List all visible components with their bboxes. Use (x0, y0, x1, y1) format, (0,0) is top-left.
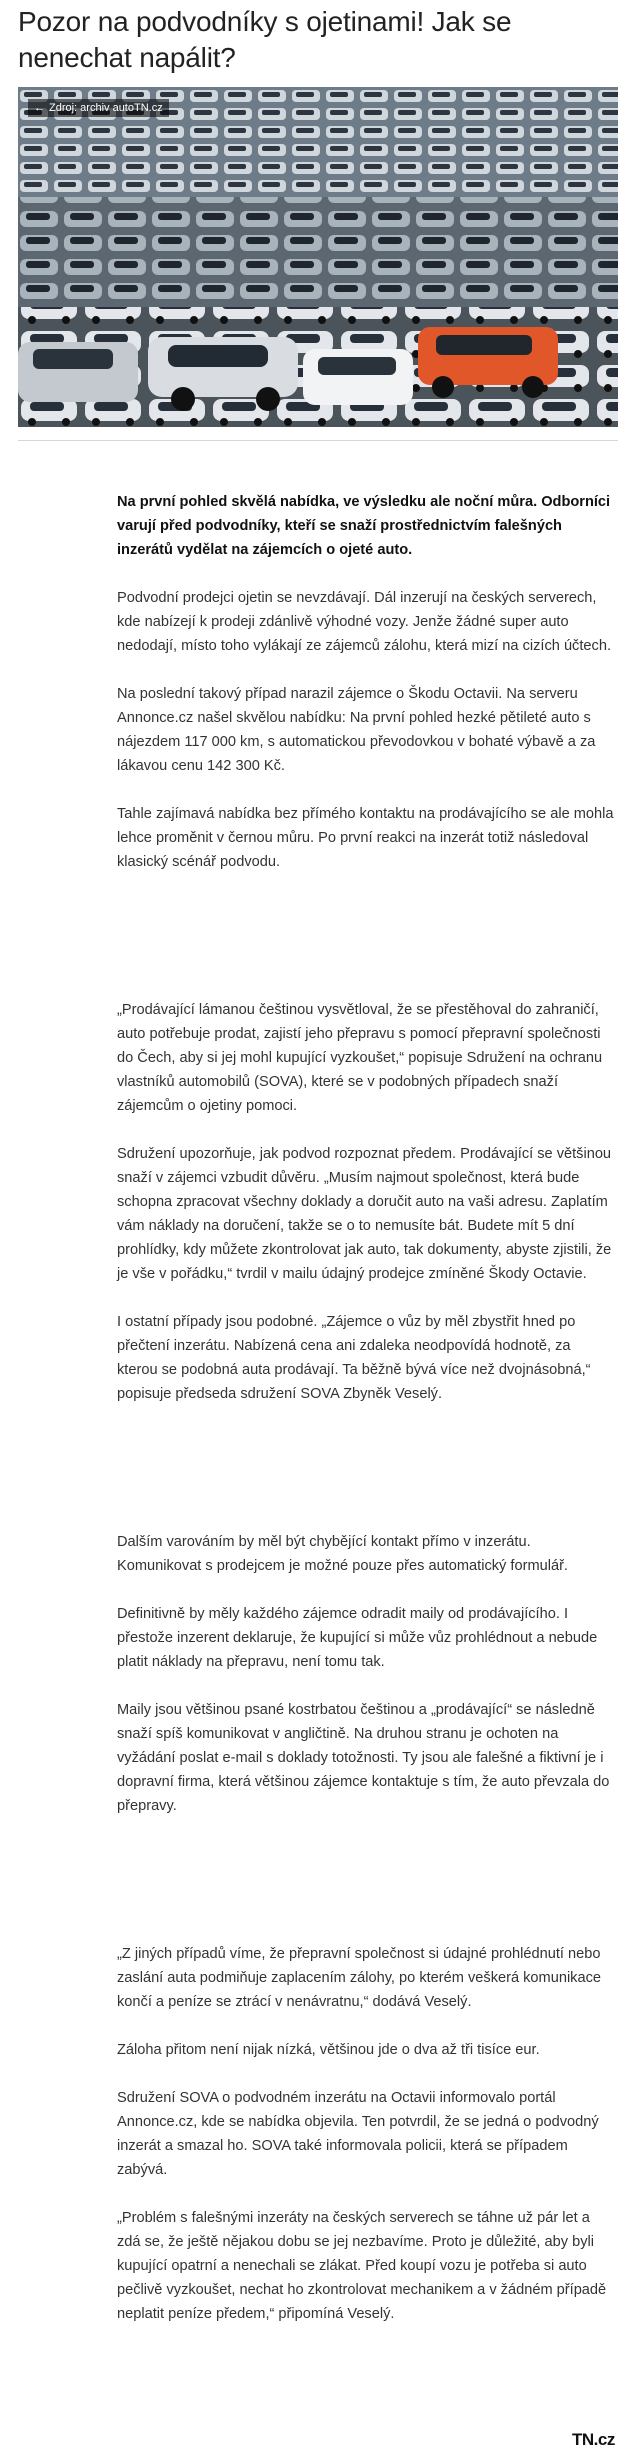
article-paragraph: Na poslední takový případ narazil zájemce o Škodu Octavii. Na serveru Annonce.cz našel skvělou nabídku: Na první pohled hezké pětileté auto s nájezdem 117 000 km, s automatickou převodovkou v bohaté výbavě a za lákavou cenu 142 300 Kč. (117, 686, 596, 774)
tn-logo[interactable]: TN.cz (572, 2430, 615, 2449)
article-paragraph: Maily jsou většinou psané kostrbatou češtinou a „prodávající“ se následně snaží spíš komunikovat v angličtině. Na druhou stranu je ochoten na vyžádání poslat e-mail s doklady totožnosti. Ty jsou ale falešné a fiktivní je i dopravní firma, která většinou zájemce kontaktuje s tím, že auto převzala do přepravy. (117, 1702, 610, 1814)
arrow-icon: ← (34, 102, 45, 114)
ad-gap (117, 1430, 615, 1530)
article-paragraph: Sdružení SOVA o podvodném inzerátu na Octavii informovalo portál Annonce.cz, kde se nabídka objevila. Ten potvrdil, že se jedná o podvodný inzerát a smazal ho. SOVA také informovala policii, která se případem zabývá. (117, 2090, 599, 2178)
article-lead: Na první pohled skvělá nabídka, ve výsledku ale noční můra. Odborníci varují před podvodníky, kteří se snaží prostřednictvím falešných inzerátů vydělat na zájemcích o ojeté auto. (117, 494, 611, 558)
article-paragraph: Sdružení upozorňuje, jak podvod rozpoznat předem. Prodávající se většinou snaží v zájemci vzbudit důvěru. „Musím najmout společnost, která bude schopna zpracovat všechny doklady a doručit auto na vaši adresu. Zaplatím vám náklady na doručení, takže se o to nemusíte bát. Budete mít 5 dní prohlídky, kdy můžete zkontrolovat jak auto, tak dokumenty, abyste zjistili, že je vše v pořádku,“ tvrdil v mailu údajný prodejce zmíněné Škody Octavie. (117, 1146, 612, 1282)
image-source-text: Zdroj: archiv autoTN.cz (49, 102, 163, 114)
article-paragraph: „Z jiných případů víme, že přepravní společnost si údajné prohlédnutí nebo zaslání auta podmiňuje zaplacením zálohy, po kterém veškerá komunikace končí a peníze se ztrácí v nenávratnu,“ dodává Veselý. (117, 1946, 602, 2010)
title-divider (18, 440, 618, 441)
article-paragraph: Záloha přitom není nijak nízká, většinou jde o dva až tři tisíce eur. (117, 2042, 540, 2058)
article-paragraph: I ostatní případy jsou podobné. „Zájemce o vůz by měl zbystřit hned po přečtení inzerátu. Nabízená cena ani zdaleka neodpovídá hodnotě, za kterou se podobná auta prodávají. Ta běžně bývá více než dvojnásobná,“ popisuje předseda sdružení SOVA Zbyněk Veselý. (117, 1314, 591, 1402)
article-paragraph: „Problém s falešnými inzeráty na českých serverech se táhne už pár let a zdá se, že ještě nějakou dobu se jej nezbavíme. Proto je důležité, aby byli kupující opatrní a nenechali se zlákat. Před koupí vozu je potřeba si auto pečlivě vyzkoušet, nechat ho zkontrolovat mechanikem a v žádném případě neplatit peníze předem,“ připomíná Veselý. (117, 2210, 607, 2322)
article-hero-image[interactable] (18, 87, 618, 427)
article-paragraph: Dalším varováním by měl být chybějící kontakt přímo v inzerátu. Komunikovat s prodejcem je možné pouze přes automatický formulář. (117, 1534, 568, 1574)
article-paragraph: Tahle zajímavá nabídka bez přímého kontaktu na prodávajícího se ale mohla lehce proměnit v černou můru. Po první reakci na inzerát totiž následoval klasický scénář podvodu. (117, 806, 614, 870)
ad-gap (117, 898, 615, 998)
article-paragraph: Podvodní prodejci ojetin se nevzdávají. Dál inzerují na českých serverech, kde nabízejí k prodeji zdánlivě výhodné vozy. Jenže žádné super auto nedodají, místo toho vylákají ze zájemců zálohu, která mizí na cizích účtech. (117, 590, 611, 654)
image-source-label (28, 99, 169, 117)
ad-gap (117, 1842, 615, 1942)
car-parking-lot-photo (18, 87, 618, 427)
article-body (117, 490, 615, 2350)
article-title: Pozor na podvodníky s ojetinami! Jak se nenechat napálit? (18, 6, 512, 73)
article-paragraph: „Prodávající lámanou češtinou vysvětloval, že se přestěhoval do zahraničí, auto potřebuje prodat, zajistí jeho přepravu s pomocí přepravní společnosti do Čech, aby si jej mohl kupující vyzkoušet,“ popisuje Sdružení na ochranu vlastníků automobilů (SOVA), které se v podobných případech snaží zájemcům o ojetiny pomoci. (117, 1002, 603, 1114)
article-paragraph: Definitivně by měly každého zájemce odradit maily od prodávajícího. I přestože inzerent deklaruje, že kupující si může vůz prohlédnout a nebude platit náklady na přepravu, není tomu tak. (117, 1606, 598, 1670)
